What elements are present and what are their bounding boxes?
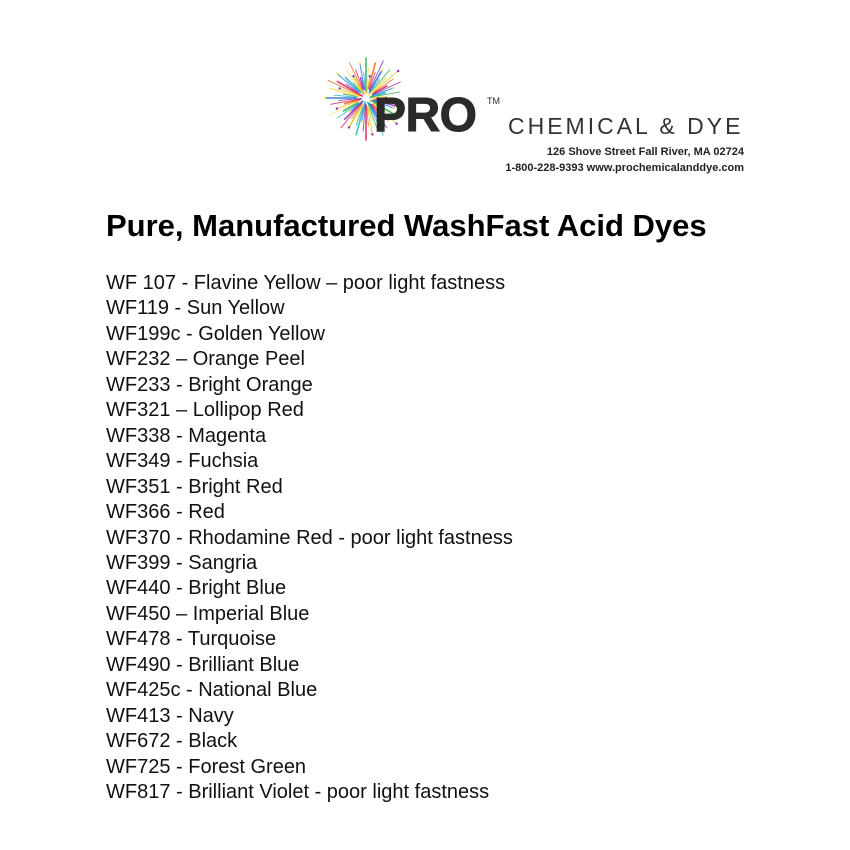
dye-list-item: WF399 - Sangria: [106, 551, 258, 574]
dye-list: [106, 271, 513, 806]
company-contact: 1-800-228-9393 www.prochemicalanddye.com: [505, 162, 744, 174]
company-address: 126 Shove Street Fall River, MA 02724: [546, 146, 744, 158]
dye-list-item: WF351 - Bright Red: [106, 475, 283, 498]
dye-list-item: WF338 - Magenta: [106, 424, 267, 447]
dye-list-item: WF232 – Orange Peel: [106, 348, 305, 371]
dye-list-item: WF440 - Bright Blue: [106, 577, 287, 600]
dye-list-item: WF349 - Fuchsia: [106, 450, 259, 473]
dye-list-item: WF370 - Rhodamine Red - poor light fastness: [106, 526, 513, 549]
dye-list-item: WF817 - Brilliant Violet - poor light fastness: [106, 781, 490, 804]
dye-list-item: WF490 - Brilliant Blue: [106, 653, 300, 676]
logo-trademark: TM: [487, 96, 500, 106]
dye-list-item: WF478 - Turquoise: [106, 628, 277, 651]
logo-company-name: CHEMICAL & DYE: [508, 113, 744, 139]
dye-list-item: WF450 – Imperial Blue: [106, 602, 310, 625]
dye-list-item: WF 107 - Flavine Yellow – poor light fastness: [106, 272, 506, 294]
logo-brand-text: PRO: [374, 89, 477, 142]
page-title: Pure, Manufactured WashFast Acid Dyes: [106, 208, 707, 243]
dye-list-item: WF366 - Red: [106, 501, 225, 524]
dye-list-item: WF672 - Black: [106, 730, 238, 753]
dye-list-item: WF321 – Lollipop Red: [106, 399, 304, 422]
dye-list-item: WF725 - Forest Green: [106, 755, 307, 778]
dye-list-item: WF199c - Golden Yellow: [106, 322, 326, 345]
dye-list-item: WF425c - National Blue: [106, 679, 318, 702]
dye-list-item: WF413 - Navy: [106, 704, 234, 727]
dye-list-item: WF233 - Bright Orange: [106, 373, 313, 396]
dye-list-item: WF119 - Sun Yellow: [106, 297, 285, 320]
